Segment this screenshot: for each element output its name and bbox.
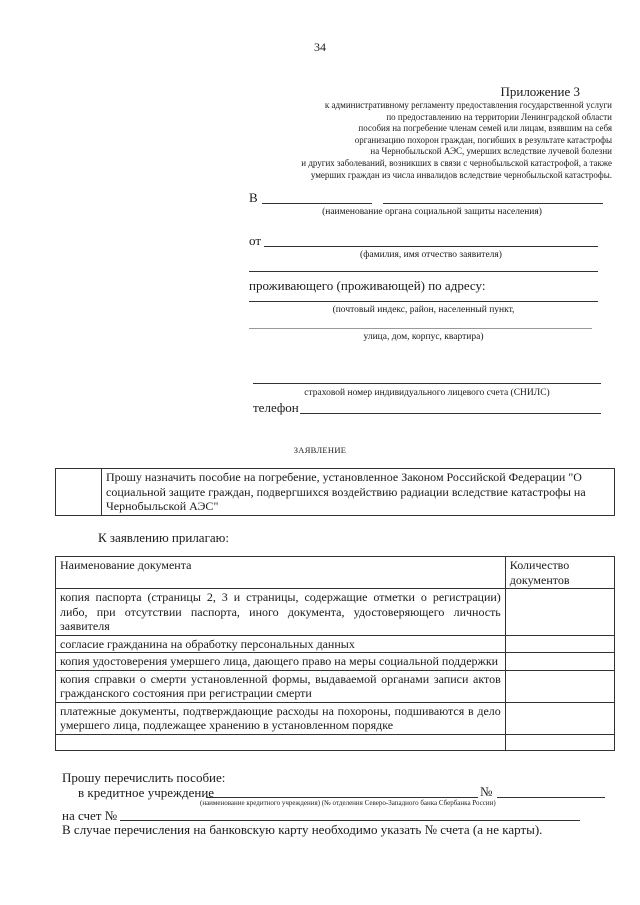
account-field[interactable] [120, 820, 580, 821]
bank-label: в кредитное учреждение [78, 785, 215, 800]
document-name-cell: копия удостоверения умершего лица, дающего право на меры социальной поддержки [56, 653, 506, 671]
address-caption-1: (почтовый индекс, район, населенный пункт, [332, 305, 515, 315]
to-caption: (наименование органа социальной защиты населения) [322, 207, 542, 217]
from-field[interactable] [264, 246, 598, 247]
document-name-cell: согласие гражданина на обработку персональных данных [56, 635, 506, 653]
bank-caption: (наименование кредитного учреждения) (№ отделения Северо-Западного банка Сбербанка России) [200, 799, 496, 807]
snils-field[interactable] [253, 383, 601, 384]
appendix-line: умерших граждан из числа инвалидов вследствие чернобыльской катастрофы. [310, 169, 612, 180]
table-header-row [56, 557, 615, 589]
document-count-cell[interactable] [505, 635, 614, 653]
address-field-line1[interactable] [249, 301, 598, 302]
table-row [56, 653, 615, 671]
table-row [56, 469, 615, 516]
page-number: 34 [314, 40, 326, 54]
document-name-cell: платежные документы, подтверждающие расходы на похороны, подшиваются в дело умершего лица, подлежащее хранению в установленном порядке [56, 702, 506, 734]
document-count-cell[interactable] [505, 589, 614, 636]
account-label: на счет № [62, 808, 118, 823]
address-field-line2[interactable] [249, 328, 592, 329]
bank-branch-field[interactable] [497, 797, 605, 798]
document-name-cell[interactable] [56, 734, 506, 750]
payment-intro: Прошу перечислить пособие: [62, 770, 226, 785]
header-document-name: Наименование документа [56, 557, 506, 589]
address-label: проживающего (проживающей) по адресу: [249, 278, 486, 293]
document-count-cell[interactable] [505, 734, 614, 750]
appendix-description [212, 100, 612, 181]
appendix-line: к административному регламенту предоставления государственной услуги [324, 100, 612, 110]
appendix-line: и других заболеваний, возникших в связи с чернобыльской катастрофой, а также [301, 157, 612, 168]
document-name-cell: копия справки о смерти установленной формы, выдаваемой органами записи актов гражданского состояния при регистрации смерти [56, 670, 506, 702]
attach-label: К заявлению прилагаю: [98, 530, 230, 545]
table-row [56, 635, 615, 653]
to-field-part2[interactable] [383, 203, 603, 204]
appendix-line: организацию похорон граждан, погибших в результате катастрофы [354, 134, 612, 145]
appendix-title: Приложение 3 [500, 84, 580, 99]
document-count-cell[interactable] [505, 670, 614, 702]
snils-caption: страховой номер индивидуального лицевого счета (СНИЛС) [304, 388, 550, 398]
appendix-line: на Чернобыльской АЭС, умерших вследствие лучевой болезни [370, 146, 612, 157]
address-caption-2: улица, дом, корпус, квартира) [363, 332, 484, 342]
to-label: В [249, 190, 258, 205]
table-row [56, 670, 615, 702]
card-note: В случае перечисления на банковскую карту необходимо указать № счета (а не карты). [62, 822, 543, 837]
phone-field[interactable] [300, 413, 601, 414]
table-row [56, 589, 615, 636]
number-sign: № [480, 784, 493, 799]
from-field-line2[interactable] [249, 271, 598, 272]
table-row [56, 702, 615, 734]
documents-table [55, 556, 615, 751]
to-field-part1[interactable] [262, 203, 372, 204]
document-count-cell[interactable] [505, 702, 614, 734]
from-caption: (фамилия, имя отчество заявителя) [360, 250, 502, 260]
appendix-line: по предоставлению на территории Ленинградской области [386, 111, 612, 122]
phone-label: телефон [253, 400, 299, 415]
bank-name-field[interactable] [206, 797, 478, 798]
statement-title: ЗАЯВЛЕНИЕ [293, 445, 347, 455]
appendix-line: пособия на погребение членам семей или лицам, взявшим на себя [358, 123, 612, 134]
from-label: от [249, 233, 262, 248]
request-table [55, 468, 615, 516]
request-mark-cell[interactable] [56, 469, 102, 516]
table-row [56, 734, 615, 750]
document-name-cell: копия паспорта (страницы 2, 3 и страницы, содержащие отметки о регистрации) либо, при отсутствии паспорта, иного документа, удостоверяющего личность заявителя [56, 589, 506, 636]
request-text: Прошу назначить пособие на погребение, установленное Законом Российской Федерации "О социальной защите граждан, подвергшихся воздействию радиации вследствие катастрофы на Чернобыльской АЭС" [102, 469, 615, 516]
document-count-cell[interactable] [505, 653, 614, 671]
header-document-count: Количество документов [505, 557, 614, 589]
